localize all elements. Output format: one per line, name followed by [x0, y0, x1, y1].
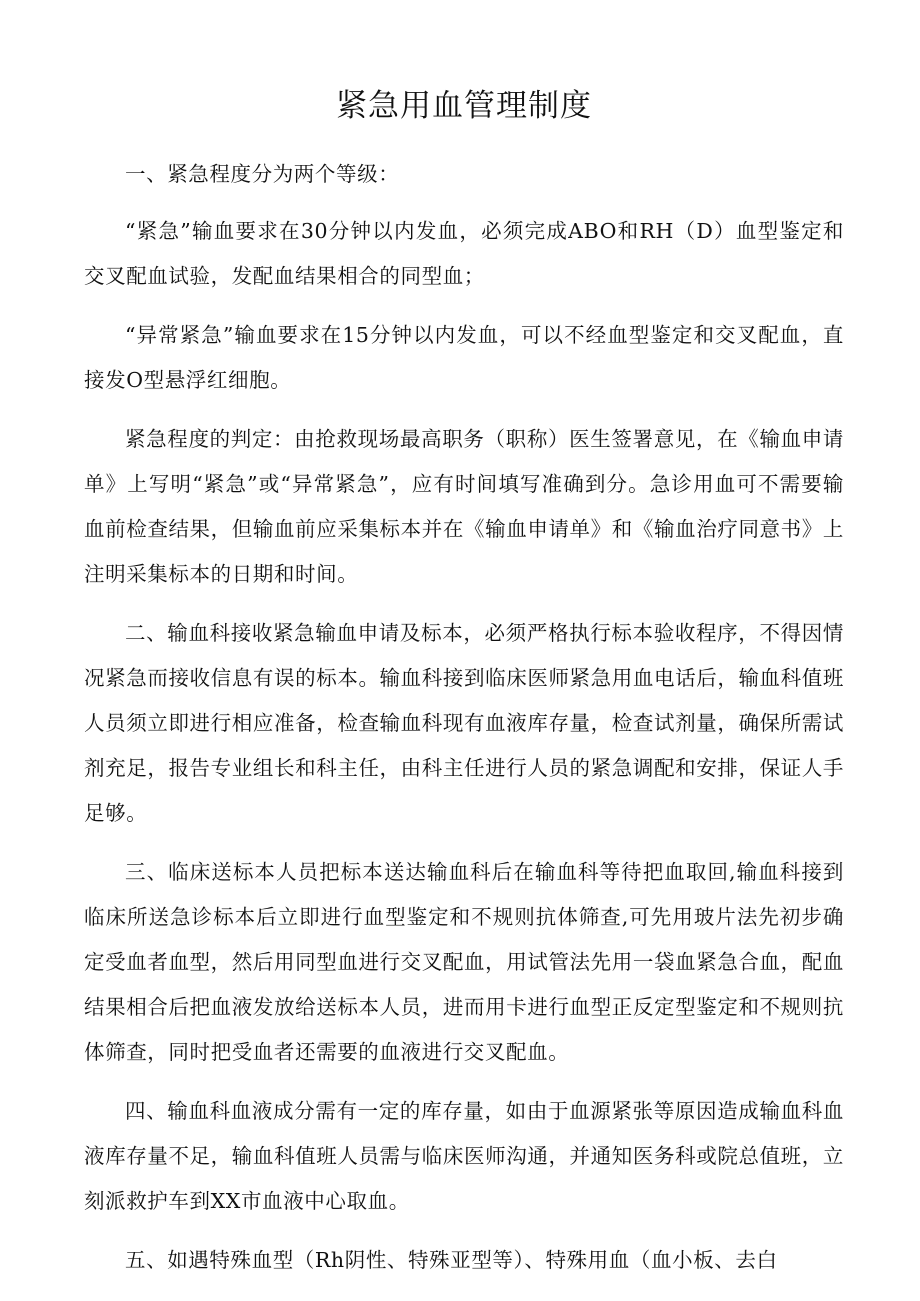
- paragraph-section-4: 四、输血科血液成分需有一定的库存量，如由于血源紧张等原因造成输血科血液库存量不足，输血科值班人员需与临床医师沟通，并通知医务科或院总值班，立刻派救护车到XX市血液中心取血。: [84, 1099, 844, 1213]
- paragraph-extreme-urgent-level: “异常紧急”输血要求在15分钟以内发血，可以不经血型鉴定和交叉配血，直接发O型悬浮红细胞。: [84, 323, 844, 392]
- paragraph-section-3: 三、临床送标本人员把标本送达输血科后在输血科等待把血取回,输血科接到临床所送急诊标本后立即进行血型鉴定和不规则抗体筛查,可先用玻片法先初步确定受血者血型，然后用同型血进行交叉配血，用试管法先用一袋血紧急合血，配血结果相合后把血液发放给送标本人员，进而用卡进行血型正反定型鉴定和不规则抗体筛查，同时把受血者还需要的血液进行交叉配血。: [84, 860, 844, 1064]
- document-title: 紧急用血管理制度: [336, 88, 592, 124]
- paragraph-urgent-level: “紧急”输血要求在30分钟以内发血，必须完成ABO和RH（D）血型鉴定和交叉配血试验，发配血结果相合的同型血；: [84, 219, 844, 288]
- section-1-heading: 一、紧急程度分为两个等级：: [125, 162, 400, 186]
- paragraph-section-5: 五、如遇特殊血型（Rh阴性、特殊亚型等）、特殊用血（血小板、去白: [125, 1248, 778, 1272]
- paragraph-urgency-determination: 紧急程度的判定：由抢救现场最高职务（职称）医生签署意见，在《输血申请单》上写明“紧急”或“异常紧急”，应有时间填写准确到分。急诊用血可不需要输血前检查结果，但输血前应采集标本并在《输血申请单》和《输血治疗同意书》上注明采集标本的日期和时间。: [84, 427, 844, 586]
- paragraph-section-2: 二、输血科接收紧急输血申请及标本，必须严格执行标本验收程序，不得因情况紧急而接收信息有误的标本。输血科接到临床医师紧急用血电话后，输血科值班人员须立即进行相应准备，检查输血科现有血液库存量，检查试剂量，确保所需试剂充足，报告专业组长和科主任，由科主任进行人员的紧急调配和安排，保证人手足够。: [84, 621, 844, 825]
